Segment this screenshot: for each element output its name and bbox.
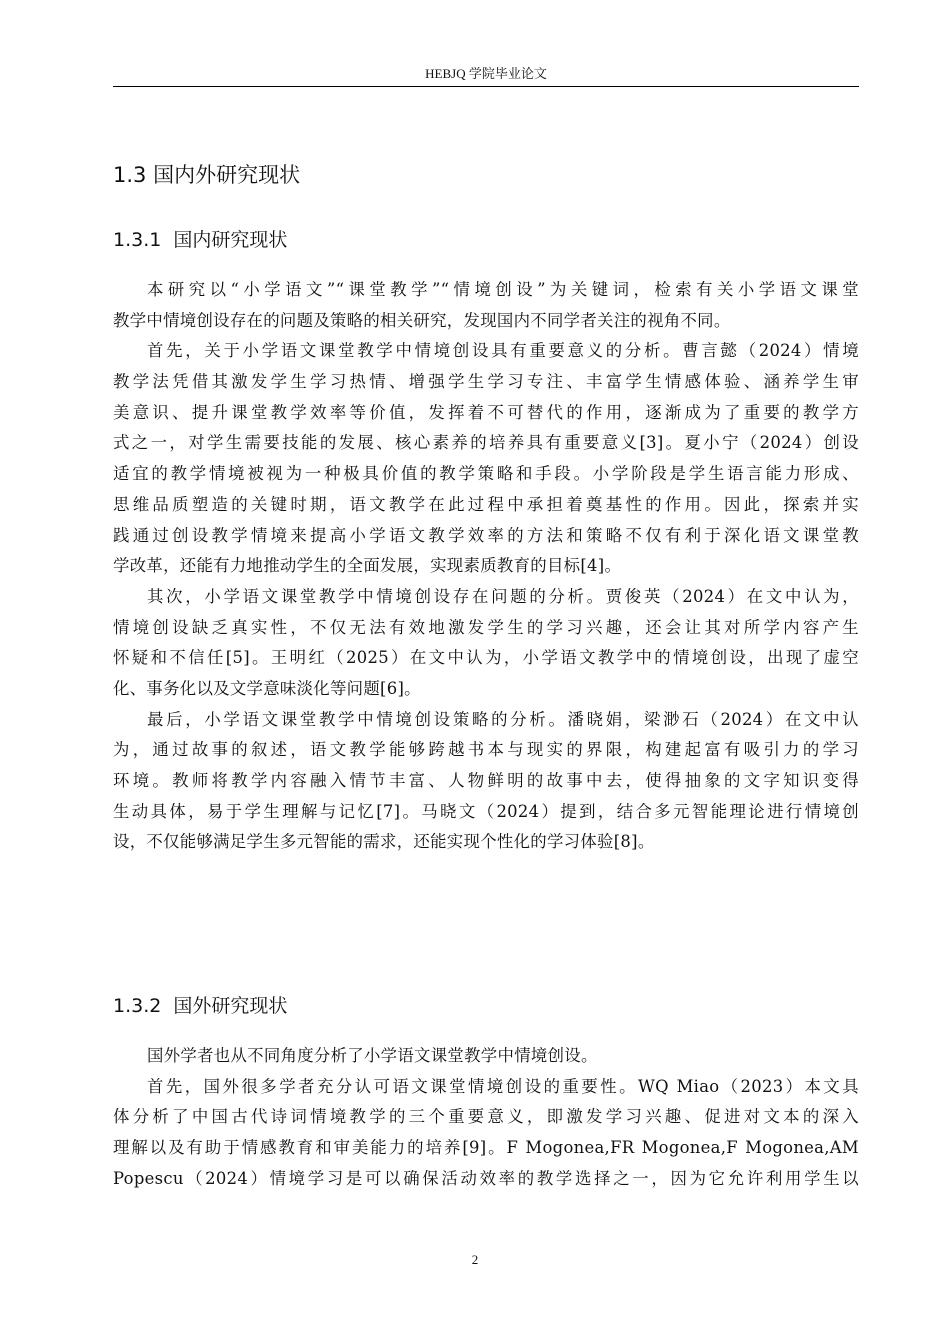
body-line: 国外学者也从不同角度分析了小学语文课堂教学中情境创设。 <box>147 1046 598 1065</box>
body-line: 最后，小学语文课堂教学中情境创设策略的分析。潘晓娟，梁渺石（2024）在文中认 <box>147 709 859 729</box>
body-line: 践通过创设教学情境来提高小学语文教学效率的方法和策略不仅有利于深化语文课堂教 <box>113 525 859 545</box>
body-line: 设，不仅能够满足学生多元智能的需求，还能实现个性化的学习体验[8]。 <box>113 832 655 852</box>
page-number: 2 <box>471 1252 479 1267</box>
subsection-title-domestic: 1.3.1 国内研究现状 <box>113 229 288 251</box>
body-line: 环境。教师将教学内容融入情节丰富、人物鲜明的故事中去，使得抽象的文字知识变得 <box>113 771 859 790</box>
body-line: 思维品质塑造的关键时期，语文教学在此过程中承担着奠基性的作用。因此，探索并实 <box>113 494 859 514</box>
body-line: 式之一，对学生需要技能的发展、核心素养的培养具有重要意义[3]。夏小宁（2024）创设 <box>113 433 859 453</box>
domestic-body <box>113 275 859 858</box>
body-line: 生动具体，易于学生理解与记忆[7]。马晓文（2024）提到，结合多元智能理论进行情境创 <box>113 801 859 821</box>
body-line: Popescu（2024）情境学习是可以确保活动效率的教学选择之一，因为它允许利用学生以 <box>113 1168 859 1188</box>
body-line: 教学中情境创设存在的问题及策略的相关研究，发现国内不同学者关注的视角不同。 <box>113 310 731 330</box>
body-line: 美意识、提升课堂教学效率等价值，发挥着不可替代的作用，逐渐成为了重要的教学方 <box>113 402 859 422</box>
body-line: 怀疑和不信任[5]。王明红（2025）在文中认为，小学语文教学中的情境创设，出现了虚空 <box>113 648 859 668</box>
foreign-body <box>113 1041 859 1194</box>
body-line: 为，通过故事的叙述，语文教学能够跨越书本与现实的界限，构建起富有吸引力的学习 <box>113 740 859 760</box>
body-line: 适宜的教学情境被视为一种极具价值的教学策略和手段。小学阶段是学生语言能力形成、 <box>113 464 859 484</box>
body-line: 理解以及有助于情感教育和审美能力的培养[9]。F Mogonea,FR Mogonea,F Mogonea,AM <box>113 1138 859 1158</box>
section-title: 1.3 国内外研究现状 <box>113 163 301 187</box>
body-line: 首先，国外很多学者充分认可语文课堂情境创设的重要性。WQ Miao（2023）本文具 <box>147 1076 859 1096</box>
body-line: 体分析了中国古代诗词情境教学的三个重要意义，即激发学习兴趣、促进对文本的深入 <box>113 1107 859 1127</box>
body-line: 学改革，还能有力地推动学生的全面发展，实现素质教育的目标[4]。 <box>113 556 622 576</box>
body-line: 情境创设缺乏真实性，不仅无法有效地激发学生的学习兴趣，还会让其对所学内容产生 <box>113 617 859 637</box>
header-rule <box>113 86 859 87</box>
body-line: 化、事务化以及文学意味淡化等问题[6]。 <box>113 678 421 698</box>
body-line: 首先，关于小学语文课堂教学中情境创设具有重要意义的分析。曹言懿（2024）情境 <box>147 341 859 361</box>
subsection-title-foreign: 1.3.2 国外研究现状 <box>113 995 288 1017</box>
body-line: 本研究以“小学语文”“课堂教学”“情境创设”为关键词，检索有关小学语文课堂 <box>147 280 859 299</box>
running-header: HEBJQ 学院毕业论文 <box>425 66 547 81</box>
body-line: 其次，小学语文课堂教学中情境创设存在问题的分析。贾俊英（2024）在文中认为， <box>147 586 859 606</box>
body-line: 教学法凭借其激发学生学习热情、增强学生学习专注、丰富学生情感体验、涵养学生审 <box>113 372 859 392</box>
